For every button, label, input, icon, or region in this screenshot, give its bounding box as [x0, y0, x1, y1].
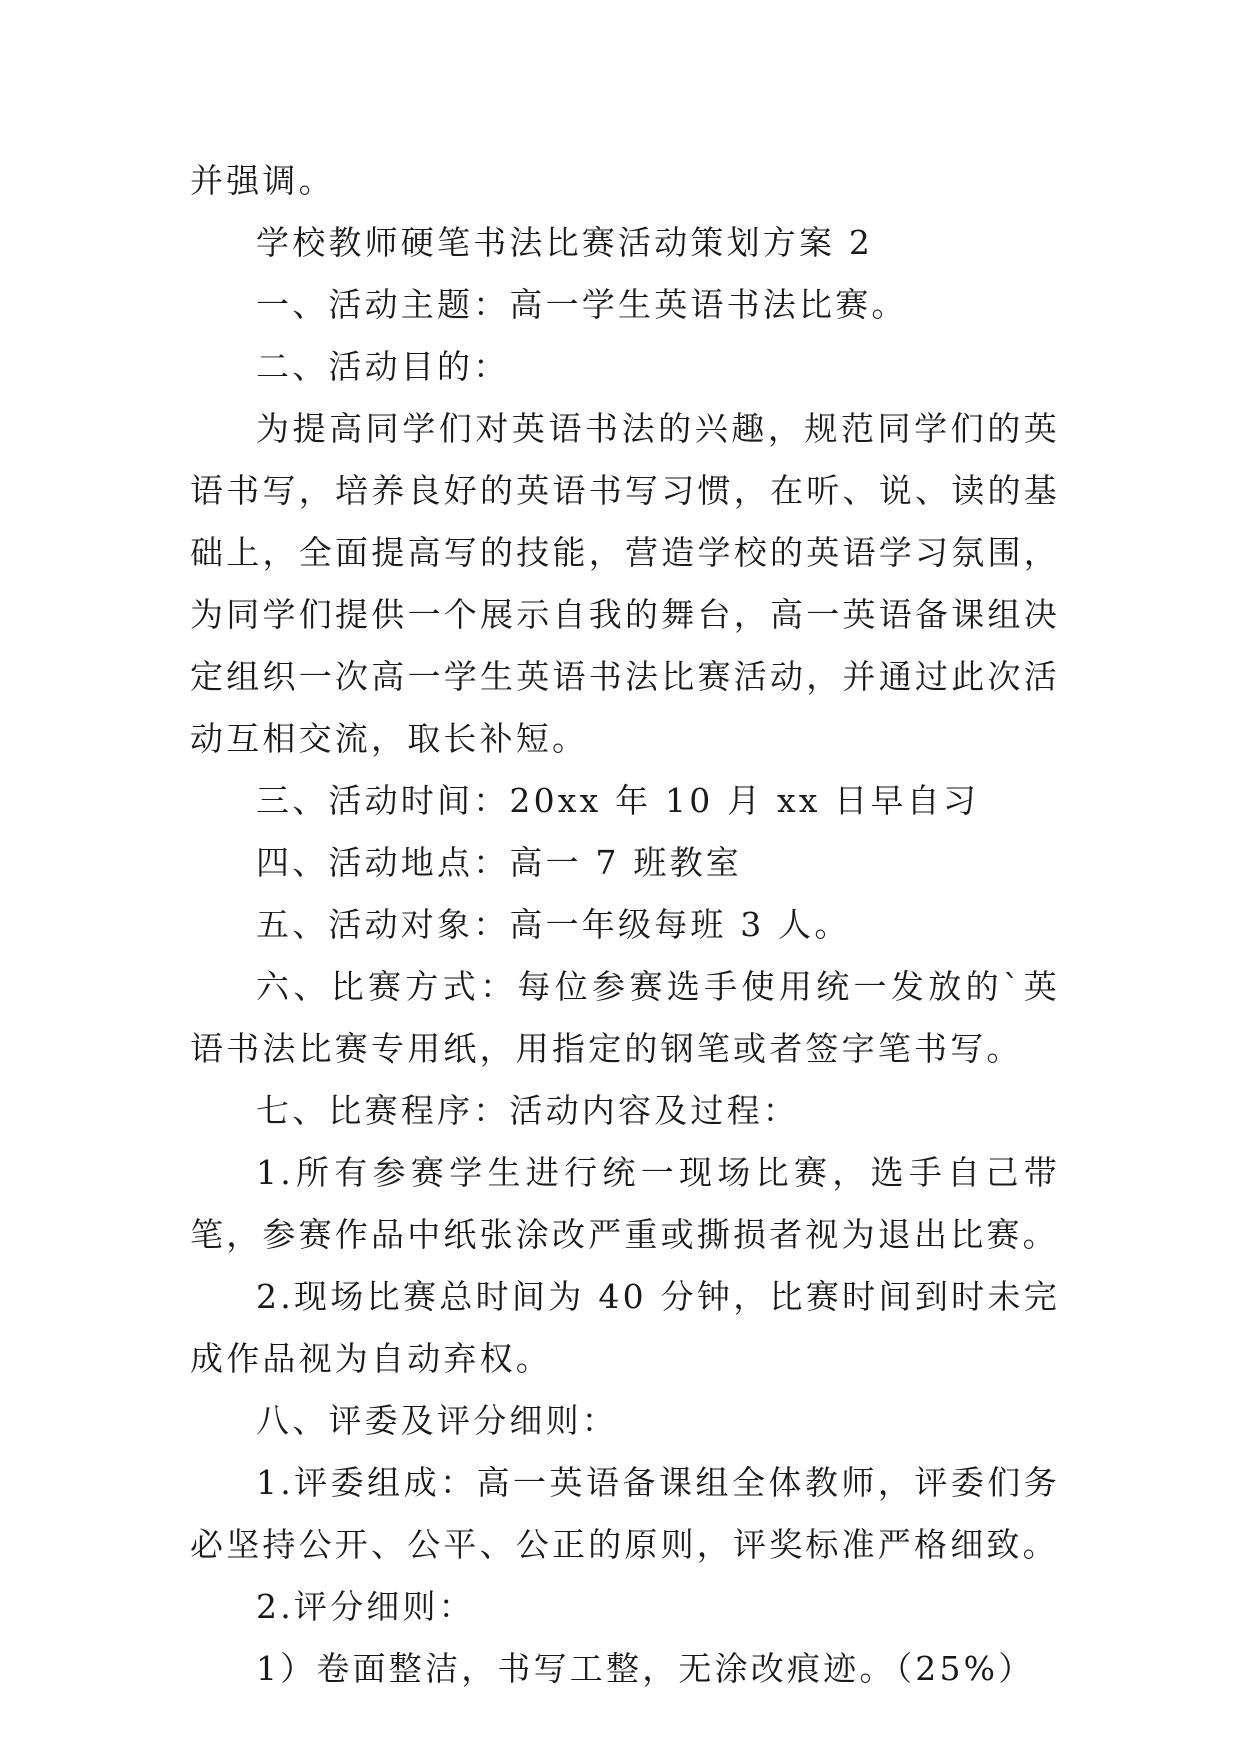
section-title: 学校教师硬笔书法比赛活动策划方案 2 [256, 223, 874, 262]
paragraph-activity-time: 三、活动时间：20xx 年 10 月 xx 日早自习 [256, 781, 980, 820]
document-body [190, 150, 1060, 1700]
paragraph-activity-participants: 五、活动对象：高一年级每班 3 人。 [256, 905, 851, 944]
paragraph-procedure-item-1: 1.所有参赛学生进行统一现场比赛，选手自己带笔，参赛作品中纸张涂改严重或撕损者视为退出比赛。 [190, 1153, 1060, 1254]
paragraph-activity-purpose: 为提高同学们对英语书法的兴趣，规范同学们的英语书写，培养良好的英语书写习惯，在听、说、读的基础上，全面提高写的技能，营造学校的英语学习氛围，为同学们提供一个展示自我的舞台，高一英语备课组决定组织一次高一学生英语书法比赛活动，并通过此次活动互相交流，取长补短。 [190, 409, 1060, 758]
paragraph-scoring-item-1: 1）卷面整洁，书写工整，无涂改痕迹。（25%） [256, 1649, 1035, 1688]
paragraph-activity-purpose-heading: 二、活动目的： [256, 347, 510, 386]
paragraph-competition-procedure-heading: 七、比赛程序：活动内容及过程： [256, 1091, 799, 1130]
paragraph-procedure-item-2: 2.现场比赛总时间为 40 分钟，比赛时间到时未完成作品视为自动弃权。 [190, 1277, 1060, 1378]
paragraph-competition-format: 六、比赛方式：每位参赛选手使用统一发放的`英语书法比赛专用纸，用指定的钢笔或者签字笔书写。 [190, 967, 1060, 1068]
paragraph-judging-item-2: 2.评分细则： [256, 1587, 475, 1626]
paragraph-continuation: 并强调。 [190, 161, 335, 200]
paragraph-activity-theme: 一、活动主题：高一学生英语书法比赛。 [256, 285, 908, 324]
paragraph-judging-item-1: 1.评委组成：高一英语备课组全体教师，评委们务必坚持公开、公平、公正的原则，评奖标准严格细致。 [190, 1463, 1060, 1564]
paragraph-judging-heading: 八、评委及评分细则： [256, 1401, 618, 1440]
paragraph-activity-location: 四、活动地点：高一 7 班教室 [256, 843, 742, 882]
